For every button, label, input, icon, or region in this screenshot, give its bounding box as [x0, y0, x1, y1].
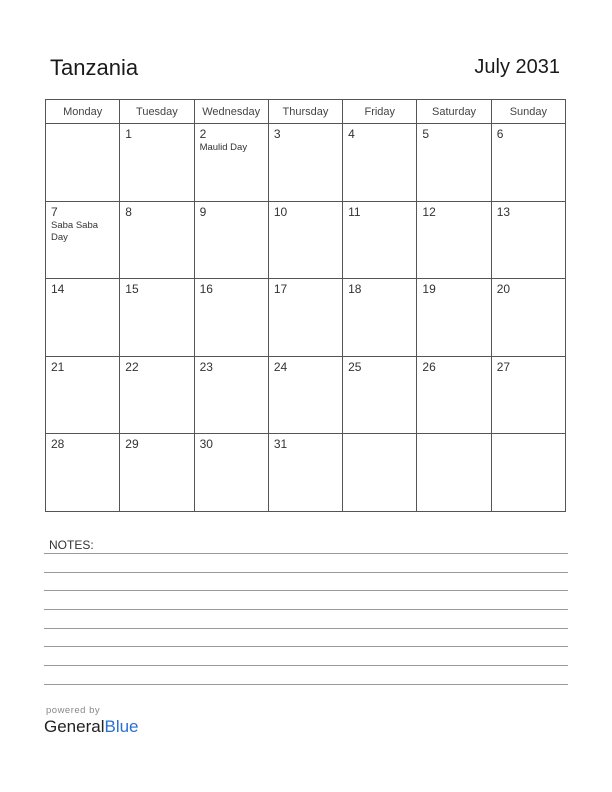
day-cell [491, 279, 565, 357]
brand-general: General [44, 717, 105, 736]
week-row [46, 124, 566, 202]
day-cell [343, 201, 417, 279]
week-row [46, 279, 566, 357]
day-number: 17 [273, 282, 288, 297]
weekday-header: Saturday [417, 100, 491, 124]
day-cell [417, 434, 491, 512]
day-number: 20 [496, 282, 511, 297]
day-number: 6 [496, 127, 504, 141]
day-cell [46, 201, 120, 279]
note-line [44, 628, 568, 629]
day-cell [120, 201, 194, 279]
day-cell [417, 124, 491, 202]
weekday-header: Sunday [491, 100, 565, 124]
note-line [44, 646, 568, 647]
day-cell [343, 356, 417, 434]
holiday-label: Saba Saba Day [51, 219, 99, 243]
notes-label: NOTES: [49, 538, 94, 552]
day-number: 2 [199, 127, 207, 141]
weekday-header: Tuesday [120, 100, 194, 124]
day-number: 1 [125, 127, 132, 141]
month-title: July 2031 [474, 56, 560, 78]
day-cell [46, 279, 120, 357]
note-line [44, 665, 568, 666]
day-cell [268, 201, 342, 279]
note-line [44, 590, 568, 591]
day-cell [46, 124, 120, 202]
day-cell [343, 434, 417, 512]
brand-blue: Blue [104, 717, 139, 736]
day-cell [417, 279, 491, 357]
day-cell [194, 356, 268, 434]
day-cell [491, 124, 565, 202]
day-number: 9 [199, 204, 207, 219]
day-number: 7 [51, 204, 58, 219]
day-cell [194, 434, 268, 512]
day-cell [343, 279, 417, 357]
day-number: 29 [125, 437, 139, 452]
day-number: 25 [348, 359, 362, 374]
weekday-header: Monday [46, 100, 120, 124]
day-number: 5 [422, 127, 430, 141]
day-number: 31 [273, 437, 288, 452]
day-number: 12 [422, 204, 436, 219]
powered-by-text: powered by [46, 705, 101, 716]
day-number: 28 [51, 437, 65, 452]
day-number: 8 [125, 204, 132, 219]
day-cell [268, 434, 342, 512]
day-cell [491, 201, 565, 279]
weekday-header: Thursday [268, 100, 342, 124]
day-number: 4 [348, 127, 355, 141]
day-number: 30 [199, 437, 213, 452]
day-cell [268, 356, 342, 434]
day-cell [343, 124, 417, 202]
day-cell [268, 124, 342, 202]
day-number: 24 [273, 359, 288, 374]
brand-logo[interactable] [44, 717, 139, 737]
day-cell [120, 356, 194, 434]
weekday-header: Wednesday [194, 100, 268, 124]
calendar-grid [45, 99, 566, 512]
day-number: 11 [348, 204, 361, 219]
day-cell [46, 434, 120, 512]
day-cell [268, 279, 342, 357]
note-line [44, 572, 568, 573]
day-number: 26 [422, 359, 436, 374]
weekday-header-row [46, 100, 566, 124]
day-cell [417, 356, 491, 434]
day-number: 16 [199, 282, 213, 297]
day-cell [491, 434, 565, 512]
day-cell [194, 201, 268, 279]
holiday-label: Maulid Day [199, 142, 248, 153]
week-row [46, 201, 566, 279]
day-cell [120, 434, 194, 512]
day-cell [120, 279, 194, 357]
day-number: 15 [125, 282, 139, 297]
day-cell [417, 201, 491, 279]
day-number: 27 [496, 359, 511, 374]
note-line [44, 684, 568, 685]
day-number: 3 [273, 127, 281, 141]
day-cell [46, 356, 120, 434]
day-number: 10 [273, 204, 288, 219]
day-number: 18 [348, 282, 362, 297]
week-row [46, 434, 566, 512]
day-number: 13 [496, 204, 511, 219]
note-line [44, 553, 568, 554]
note-line [44, 609, 568, 610]
weekday-header: Friday [343, 100, 417, 124]
day-cell [491, 356, 565, 434]
day-number: 22 [125, 359, 139, 374]
day-cell [194, 279, 268, 357]
day-number: 21 [51, 359, 65, 374]
day-number: 19 [422, 282, 436, 297]
week-row [46, 356, 566, 434]
day-number: 14 [51, 282, 65, 297]
day-number: 23 [199, 359, 213, 374]
day-cell [120, 124, 194, 202]
day-cell [194, 124, 268, 202]
country-title: Tanzania [50, 55, 139, 80]
